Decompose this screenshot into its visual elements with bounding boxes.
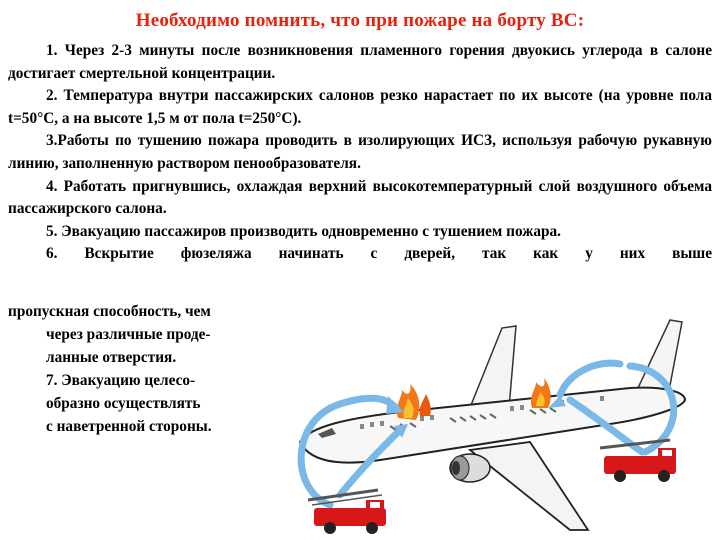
item-5: 5. Эвакуацию пассажиров производить одновременно с тушением пожара. <box>46 222 561 240</box>
item-4: 4. Работать пригнувшись, охлаждая верхний высокотемпературный слой воздушного объема пассажирского салона. <box>8 177 712 218</box>
engine <box>450 454 490 482</box>
near-wing <box>470 442 588 530</box>
page-title: Необходимо помнить, что при пожаре на борту ВС: <box>135 10 585 31</box>
item-6-line-4: ланные отверстия. <box>46 349 177 366</box>
instructions-text <box>8 40 712 266</box>
aircraft-fire-illustration <box>270 300 715 536</box>
item-6-line-2: пропускная способность, чем <box>8 303 211 320</box>
item-7-line-2: образно осуществлять <box>46 395 201 412</box>
item-2: 2. Температура внутри пассажирских салонов резко нарастает по их высоте (на уровне пола t=50°С, а на высоте 1,5 м от пола t=250°С). <box>8 87 712 127</box>
item-3: 3.Работы по тушению пожара проводить в изолирующих ИСЗ, используя рабочую рукавную линию, заполненную раствором пенообразователя. <box>8 132 712 172</box>
tail-fin <box>638 320 682 396</box>
fire-flame-1 <box>397 384 419 420</box>
item-1: 1. Через 2-3 минуты после возникновения пламенного горения двуокись углерода в салоне достигает смертельной концентрации. <box>8 42 712 82</box>
item-7-line-1: 7. Эвакуацию целесо- <box>46 372 196 389</box>
fire-flame-3 <box>531 378 551 408</box>
item-7-line-3: с наветренной стороны. <box>46 418 212 435</box>
item-6-line-3: через различные проде- <box>46 326 211 343</box>
item-6-line-1: 6. Вскрытие фюзеляжа начинать с дверей, так как у них выше <box>46 245 712 263</box>
fire-flame-2 <box>420 394 431 416</box>
